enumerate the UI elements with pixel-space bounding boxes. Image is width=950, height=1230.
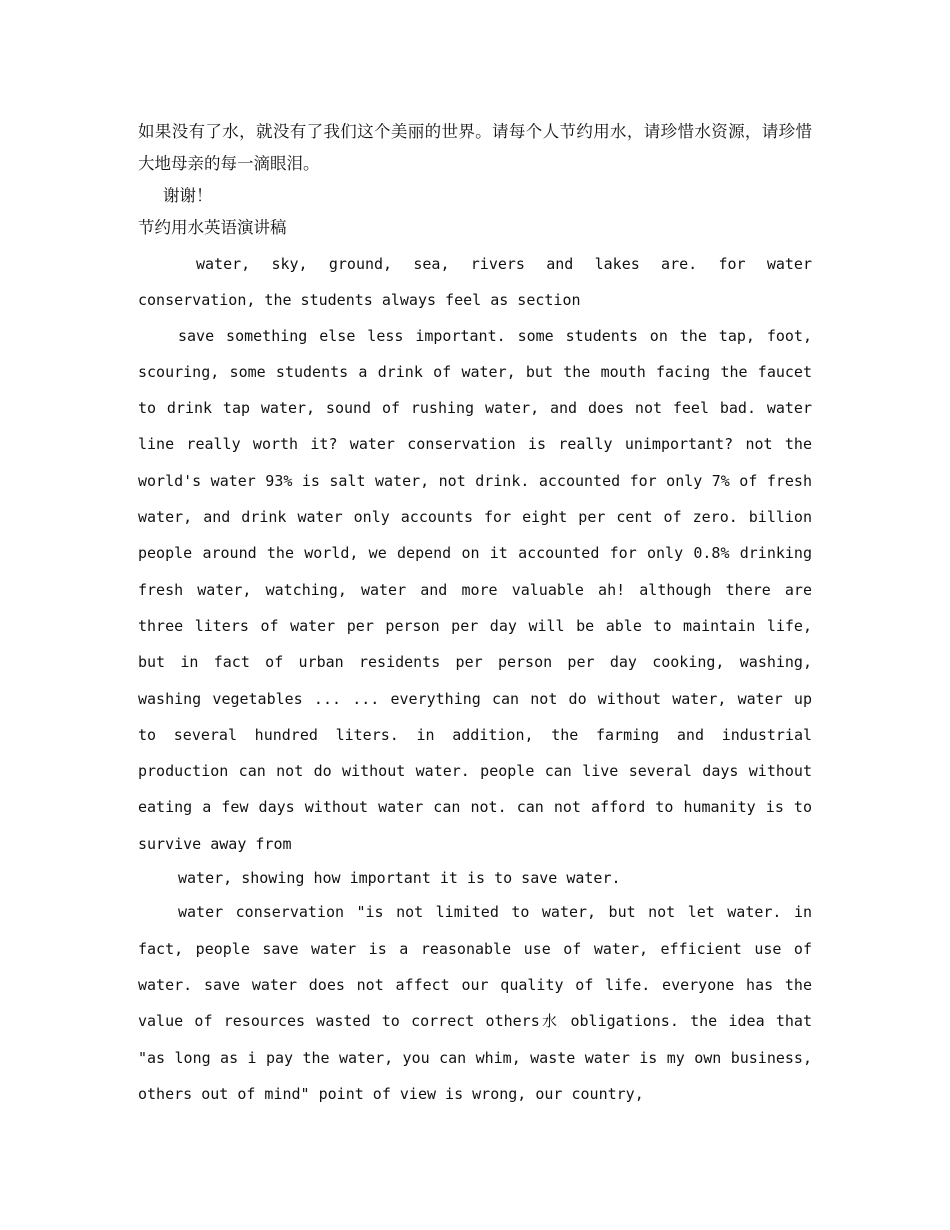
english-paragraph-conservation: water conservation "is not limited to water, but not let water. in fact, people save water is a reasonable use of water, efficient use of water. save water does not affect our quality of life. everyone has the value of resources wasted to correct others水 obligations. the idea that "as long as i pay the water, you can whim, waste water is my own business, others out of mind" point of view is wrong, our country, bbox=[138, 903, 812, 1103]
section-title: 节约用水英语演讲稿 bbox=[138, 218, 287, 237]
document-body bbox=[138, 116, 812, 1112]
english-paragraph-continuation: water, showing how important it is to save water. bbox=[178, 869, 621, 888]
thank-you-line: 谢谢！ bbox=[163, 186, 213, 205]
closing-paragraph-chinese: 如果没有了水，就没有了我们这个美丽的世界。请每个人节约用水，请珍惜水资源，请珍惜大地母亲的每一滴眼泪。 bbox=[138, 122, 812, 173]
english-paragraph-intro: water, sky, ground, sea, rivers and lakes are. for water conservation, the students always feel as section bbox=[138, 255, 812, 310]
english-paragraph-body: save something else less important. some students on the tap, foot, scouring, some students a drink of water, but the mouth facing the faucet to drink tap water, sound of rushing water, and does not feel bad. water line really worth it? water conservation is really unimportant? not the world's water 93% is salt water, not drink. accounted for only 7% of fresh water, and drink water only accounts for eight per cent of zero. billion people around the world, we depend on it accounted for only 0.8% drinking fresh water, watching, water and more valuable ah! although there are three liters of water per person per day will be able to maintain life, but in fact of urban residents per person per day cooking, washing, washing vegetables ... ... everything can not do without water, water up to several hundred liters. in addition, the farming and industrial production can not do without water. people can live several days without eating a few days without water can not. can not afford to humanity is to survive away from bbox=[138, 326, 812, 853]
